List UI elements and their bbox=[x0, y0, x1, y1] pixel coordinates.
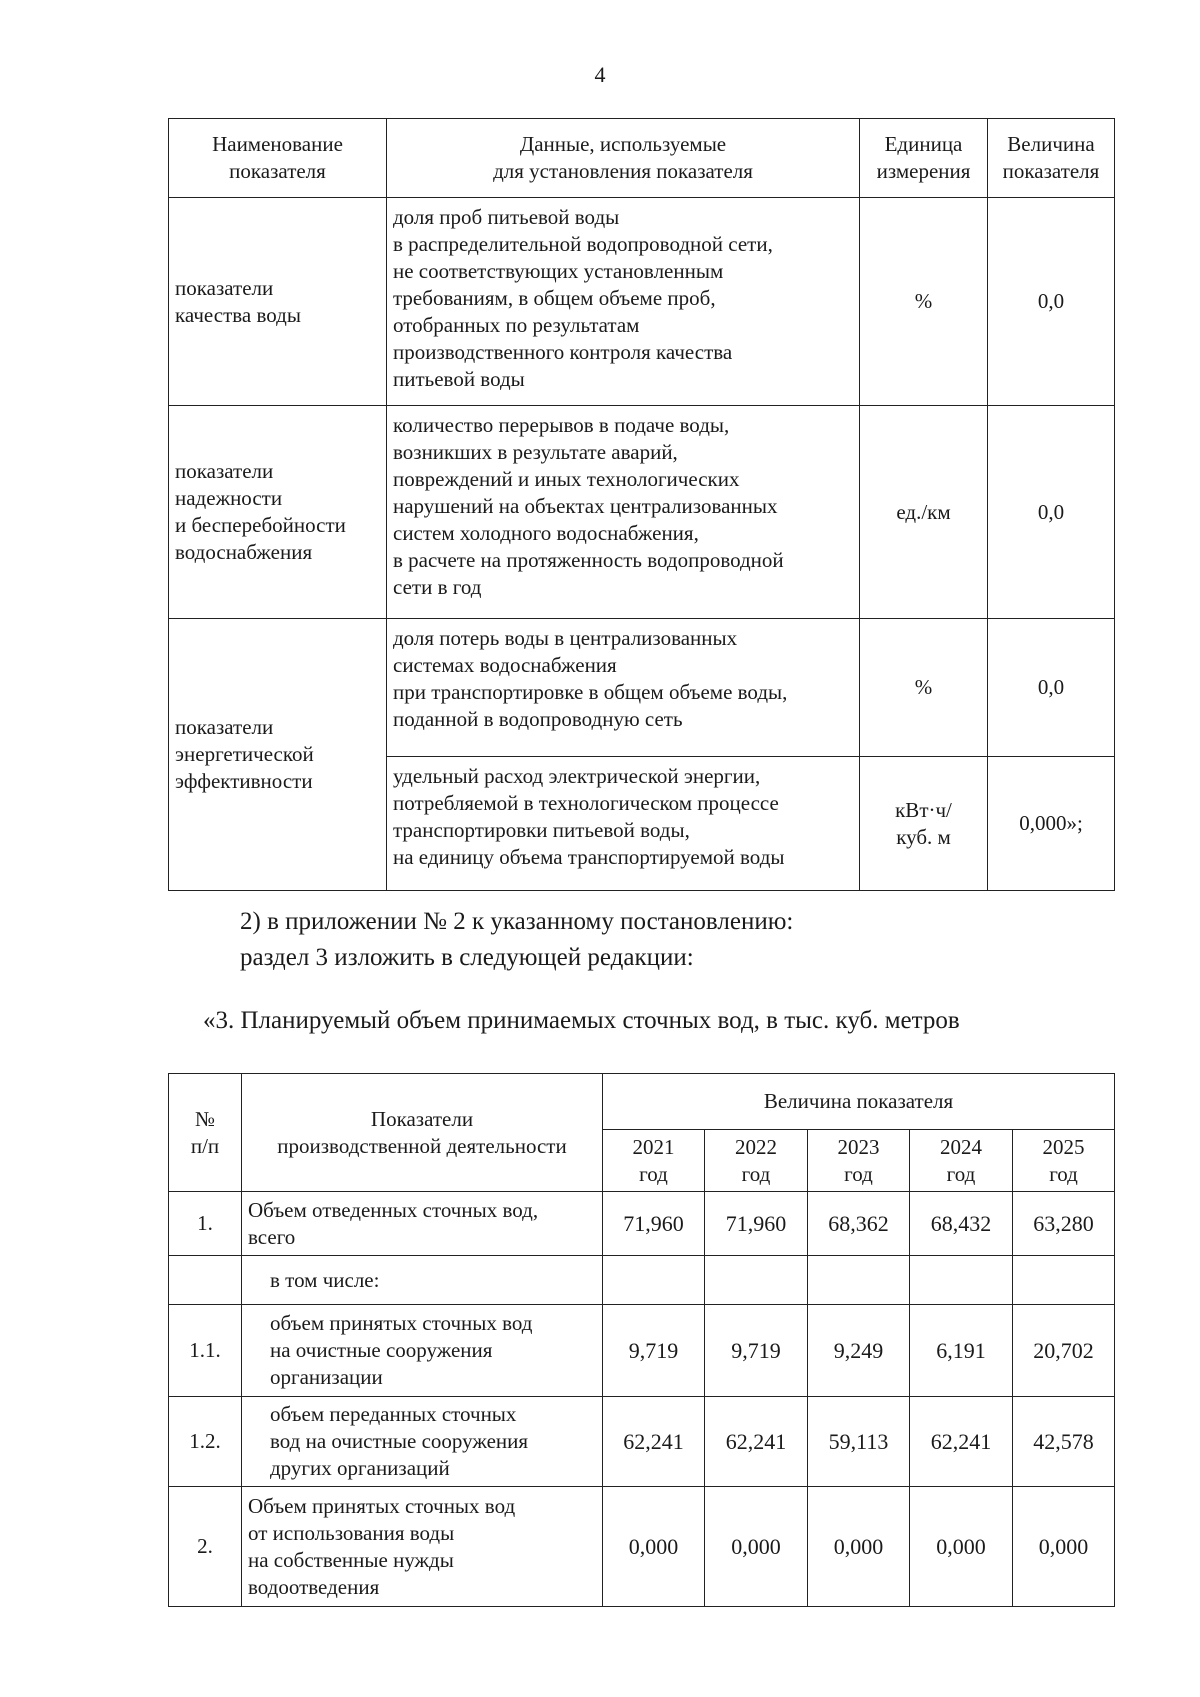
source-data-cell: удельный расход электрической энергии, потребляемой в технологическом процессе транспортировки питьевой воды, на единицу объема транспортируемой воды bbox=[387, 757, 860, 891]
table-row bbox=[169, 619, 1115, 757]
value-cell: 6,191 bbox=[910, 1305, 1013, 1397]
value-cell bbox=[705, 1256, 808, 1305]
header-year: 2024 год bbox=[910, 1130, 1013, 1192]
value-cell: 62,241 bbox=[705, 1397, 808, 1487]
row-label: Объем принятых сточных вод от использования воды на собственные нужды водоотведения bbox=[242, 1487, 603, 1607]
unit-cell: % bbox=[860, 619, 988, 757]
value-cell: 59,113 bbox=[808, 1397, 910, 1487]
header-unit: Единица измерения bbox=[860, 119, 988, 198]
value-cell bbox=[808, 1256, 910, 1305]
value-cell: 0,000 bbox=[808, 1487, 910, 1607]
page-number: 4 bbox=[594, 62, 606, 87]
source-data-cell: доля потерь воды в централизованных системах водоснабжения при транспортировке в общем объеме воды, поданной в водопроводную сеть bbox=[387, 619, 860, 757]
indicator-name-cell: показатели качества воды bbox=[169, 198, 387, 406]
row-number: 1. bbox=[169, 1192, 242, 1256]
header-number: № п/п bbox=[169, 1074, 242, 1192]
value-cell: 62,241 bbox=[910, 1397, 1013, 1487]
source-data-cell: доля проб питьевой воды в распределительной водопроводной сети, не соответствующих установленным требованиям, в общем объеме проб, отобранных по результатам производственного контроля качества питьевой воды bbox=[387, 198, 860, 406]
amendment-paragraph: 2) в приложении № 2 к указанному постановлению: раздел 3 изложить в следующей редакции: bbox=[240, 908, 794, 971]
header-year: 2021 год bbox=[603, 1130, 705, 1192]
value-cell: 9,719 bbox=[603, 1305, 705, 1397]
table-row bbox=[169, 1192, 1115, 1256]
indicator-name-cell: показатели энергетической эффективности bbox=[169, 619, 387, 891]
value-cell: 71,960 bbox=[603, 1192, 705, 1256]
table-header-row bbox=[169, 119, 1115, 198]
unit-cell: ед./км bbox=[860, 406, 988, 619]
header-year: 2025 год bbox=[1013, 1130, 1115, 1192]
table-row bbox=[169, 1397, 1115, 1487]
row-label: объем принятых сточных вод на очистные сооружения организации bbox=[242, 1305, 603, 1397]
water-indicators-table bbox=[168, 118, 1115, 891]
unit-cell: кВт·ч/ куб. м bbox=[860, 757, 988, 891]
value-cell: 0,000 bbox=[910, 1487, 1013, 1607]
table-row bbox=[169, 1256, 1115, 1305]
header-value: Величина показателя bbox=[988, 119, 1115, 198]
header-indicator: Показатели производственной деятельности bbox=[242, 1074, 603, 1192]
row-label: Объем отведенных сточных вод, всего bbox=[242, 1192, 603, 1256]
table-row bbox=[169, 1305, 1115, 1397]
table-row bbox=[169, 406, 1115, 619]
value-cell: 0,000 bbox=[603, 1487, 705, 1607]
value-cell: 9,719 bbox=[705, 1305, 808, 1397]
row-label: объем переданных сточных вод на очистные сооружения других организаций bbox=[242, 1397, 603, 1487]
value-cell: 62,241 bbox=[603, 1397, 705, 1487]
value-cell: 20,702 bbox=[1013, 1305, 1115, 1397]
header-value-group: Величина показателя bbox=[603, 1074, 1115, 1130]
unit-cell: % bbox=[860, 198, 988, 406]
value-cell: 71,960 bbox=[705, 1192, 808, 1256]
table-header-row bbox=[169, 1074, 1115, 1130]
value-cell: 0,000 bbox=[705, 1487, 808, 1607]
value-cell bbox=[1013, 1256, 1115, 1305]
table-row bbox=[169, 198, 1115, 406]
wastewater-volume-table bbox=[168, 1073, 1115, 1607]
row-label: в том числе: bbox=[242, 1256, 603, 1305]
value-cell: 68,362 bbox=[808, 1192, 910, 1256]
value-cell: 68,432 bbox=[910, 1192, 1013, 1256]
row-number bbox=[169, 1256, 242, 1305]
section-heading: «3. Планируемый объем принимаемых сточных вод, в тыс. куб. метров bbox=[203, 1007, 960, 1034]
value-cell bbox=[603, 1256, 705, 1305]
value-cell: 0,000»; bbox=[988, 757, 1115, 891]
value-cell: 42,578 bbox=[1013, 1397, 1115, 1487]
table-row bbox=[169, 1487, 1115, 1607]
header-indicator-name: Наименование показателя bbox=[169, 119, 387, 198]
indicator-name-cell: показатели надежности и бесперебойности водоснабжения bbox=[169, 406, 387, 619]
value-cell: 63,280 bbox=[1013, 1192, 1115, 1256]
value-cell: 0,0 bbox=[988, 619, 1115, 757]
value-cell: 0,0 bbox=[988, 406, 1115, 619]
value-cell: 9,249 bbox=[808, 1305, 910, 1397]
row-number: 1.1. bbox=[169, 1305, 242, 1397]
header-source-data: Данные, используемые для установления показателя bbox=[387, 119, 860, 198]
source-data-cell: количество перерывов в подаче воды, возникших в результате аварий, повреждений и иных технологических нарушений на объектах централизованных систем холодного водоснабжения, в расчете на протяженность водопроводной сети в год bbox=[387, 406, 860, 619]
value-cell bbox=[910, 1256, 1013, 1305]
header-year: 2022 год bbox=[705, 1130, 808, 1192]
row-number: 2. bbox=[169, 1487, 242, 1607]
value-cell: 0,0 bbox=[988, 198, 1115, 406]
row-number: 1.2. bbox=[169, 1397, 242, 1487]
header-year: 2023 год bbox=[808, 1130, 910, 1192]
value-cell: 0,000 bbox=[1013, 1487, 1115, 1607]
